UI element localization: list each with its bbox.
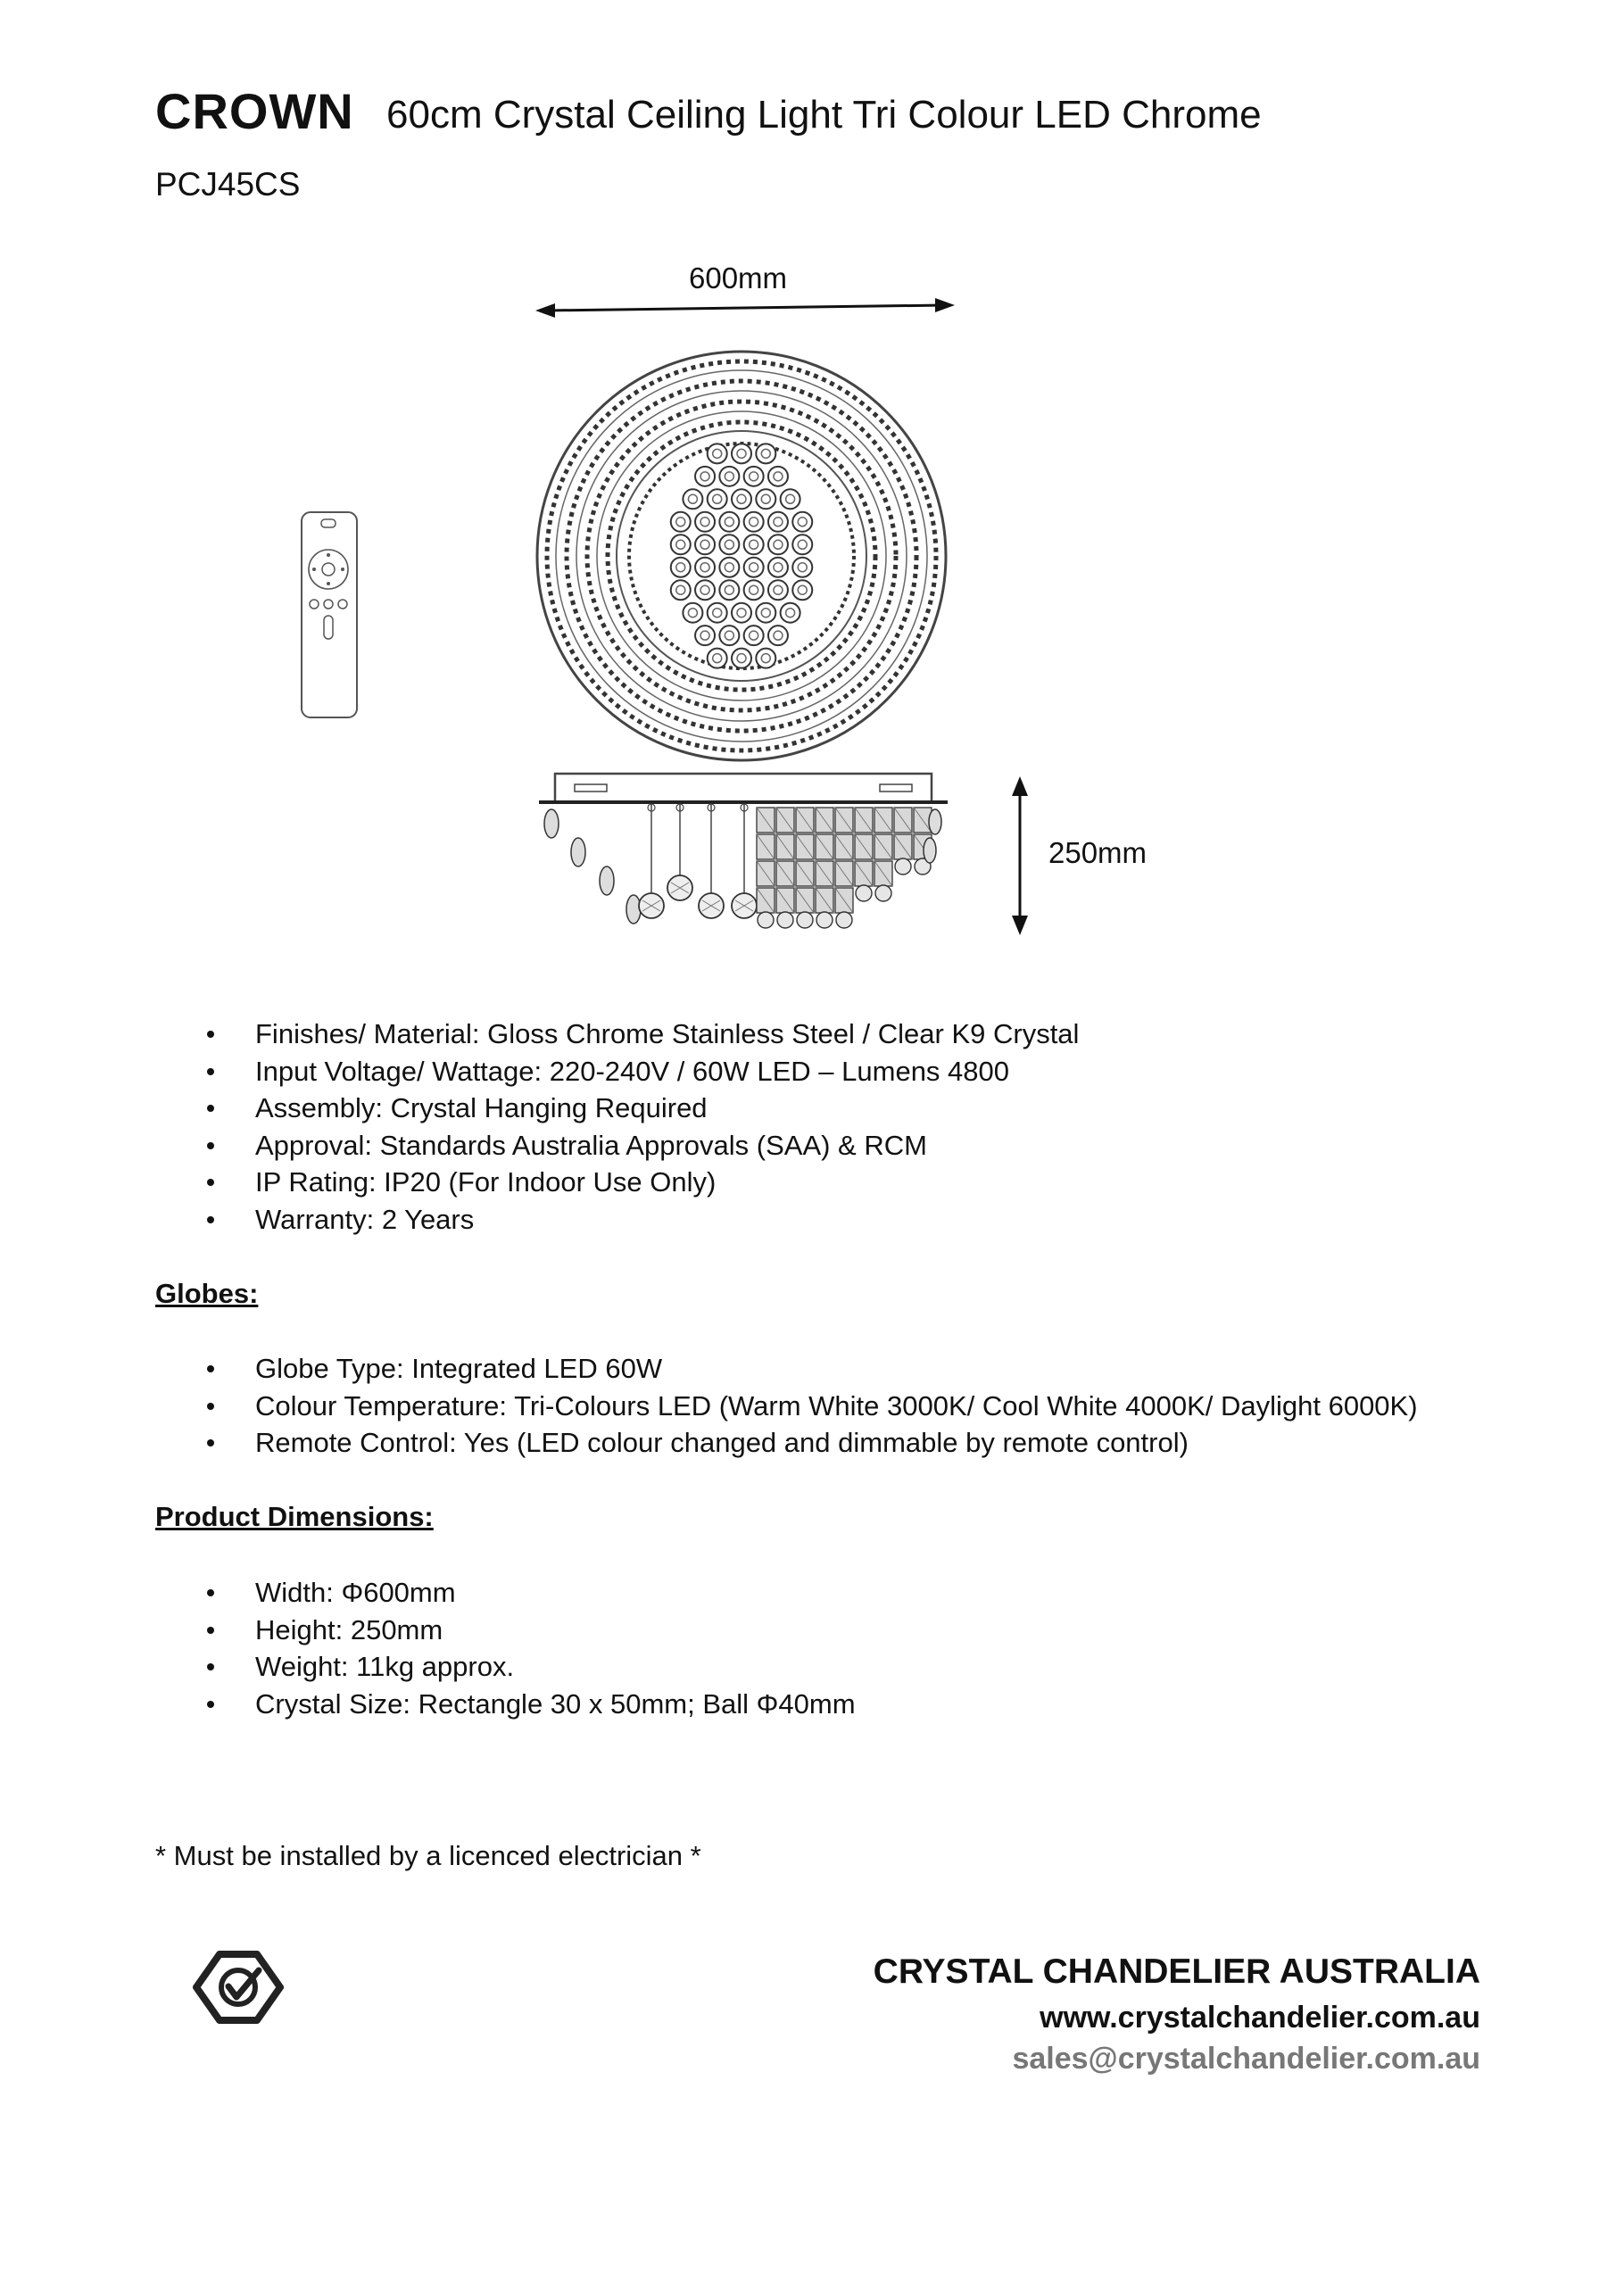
list-item: Height: 250mm [155,1612,856,1649]
list-item: Globe Type: Integrated LED 60W [155,1350,1418,1388]
rcm-approval-icon [193,1951,284,2024]
dimensions-heading: Product Dimensions: [155,1501,434,1532]
product-brand: CROWN [155,83,354,139]
ceiling-light-top-view [532,346,951,766]
list-item: Width: Φ600mm [155,1574,856,1612]
email-link[interactable]: sales@crystalchandelier.com.au [1012,2042,1480,2076]
list-item: Crystal Size: Rectangle 30 x 50mm; Ball Φ40mm [155,1686,856,1723]
list-item: Approval: Standards Australia Approvals (SAA) & RCM [155,1127,1079,1165]
list-item: Assembly: Crystal Hanging Required [155,1090,1079,1127]
list-item: Warranty: 2 Years [155,1201,1079,1239]
company-name: CRYSTAL CHANDELIER AUSTRALIA [873,1952,1480,1991]
list-item: Remote Control: Yes (LED colour changed and dimmable by remote control) [155,1424,1418,1462]
dimensions-list [155,1574,856,1722]
width-dimension-label: 600mm [689,261,788,294]
globes-heading: Globes: [155,1278,259,1309]
globes-list [155,1350,1418,1462]
product-sku: PCJ45CS [155,166,301,203]
list-item: Input Voltage/ Wattage: 220-240V / 60W LED – Lumens 4800 [155,1053,1079,1090]
height-dimension-label: 250mm [1048,836,1148,869]
installation-note: * Must be installed by a licenced electrician * [155,1840,701,1871]
list-item: Colour Temperature: Tri-Colours LED (Warm White 3000K/ Cool White 4000K/ Daylight 6000K) [155,1388,1418,1425]
height-dimension-arrow [1007,776,1033,935]
list-item: Weight: 11kg approx. [155,1648,856,1686]
product-title: 60cm Crystal Ceiling Light Tri Colour LED Chrome [386,93,1262,137]
specs-list [155,1015,1079,1238]
website-link[interactable]: www.crystalchandelier.com.au [1040,2001,1480,2035]
ceiling-light-side-view [537,772,949,937]
remote-control-icon [300,510,360,720]
list-item: Finishes/ Material: Gloss Chrome Stainless Steel / Clear K9 Crystal [155,1015,1079,1053]
list-item: IP Rating: IP20 (For Indoor Use Only) [155,1164,1079,1201]
width-dimension-arrow [535,294,955,321]
